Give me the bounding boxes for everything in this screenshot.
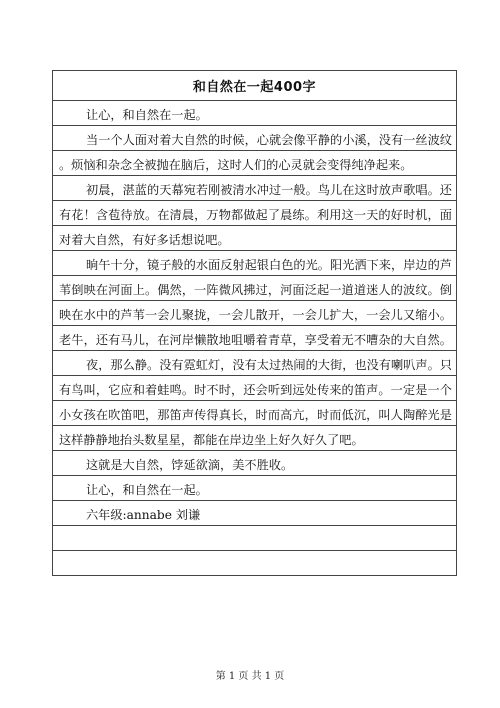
essay-title: 和自然在一起400字 [53,71,456,101]
text-line [53,476,456,501]
text-line [53,151,456,176]
text-line-content: 让心，和自然在一起。 [86,483,208,497]
text-line-content: 当一个人面对着大自然的时候，心就会像平静的小溪，没有一丝波纹 [86,133,452,147]
text-line [53,301,456,326]
text-line [53,376,456,401]
text-line [53,251,456,276]
text-line-content: 夜，那么静。没有霓虹灯，没有太过热闹的大街，也没有喇叭声。只 [86,358,452,372]
text-line [53,201,456,226]
text-line-content: 六年级:annabe 刘谦 [86,508,201,522]
text-line [53,326,456,351]
text-line [53,351,456,376]
text-line-content: 晌午十分，镜子般的水面反射起银白色的光。阳光洒下来，岸边的芦 [86,258,452,272]
text-line [53,126,456,151]
text-line-content: 老牛，还有马儿，在河岸懒散地咀嚼着青草，享受着无不嘈杂的大自然。 [59,333,452,347]
text-line-content: 。烦恼和杂念全被抛在脑后，这时人们的心灵就会变得纯净起来。 [59,158,413,172]
empty-line [53,526,456,551]
text-line-content: 初晨，湛蓝的天幕宛若刚被清水冲过一般。鸟儿在这时放声歌唱。还 [86,183,452,197]
text-line-content: 对着大自然，有好多话想说吧。 [59,233,230,247]
text-line [53,101,456,126]
page-footer: 第 1 页 共 1 页 [215,671,285,682]
text-line [53,501,456,526]
text-line-content: 苇倒映在河面上。偶然，一阵微风拂过，河面泛起一道道迷人的波纹。倒 [59,283,452,297]
text-line-content: 有花！含苞待放。在清晨，万物都做起了晨练。利用这一天的好时机，面 [59,208,452,222]
empty-line [53,551,456,576]
text-line-content: 让心，和自然在一起。 [86,108,208,122]
text-line [53,176,456,201]
essay-lines [53,101,456,576]
text-line-content: 有鸟叫，它应和着蛙鸣。时不时，还会听到远处传来的笛声。一定是一个 [59,383,452,397]
text-line [53,426,456,451]
text-line [53,451,456,476]
text-line-content: 小女孩在吹笛吧，那笛声传得真长，时而高亢，时而低沉，叫人陶醉光是 [59,408,452,422]
text-line [53,401,456,426]
text-line [53,226,456,251]
text-line-content: 这样静静地抬头数星星，都能在岸边坐上好久好久了吧。 [59,433,364,447]
essay-sheet [52,70,457,576]
text-line-content: 这就是大自然，饽延欲滴，美不胜收。 [86,458,294,472]
text-line [53,276,456,301]
text-line-content: 映在水中的芦苇一会儿聚拢，一会儿散开，一会儿扩大，一会儿又缩小。 [59,308,452,322]
